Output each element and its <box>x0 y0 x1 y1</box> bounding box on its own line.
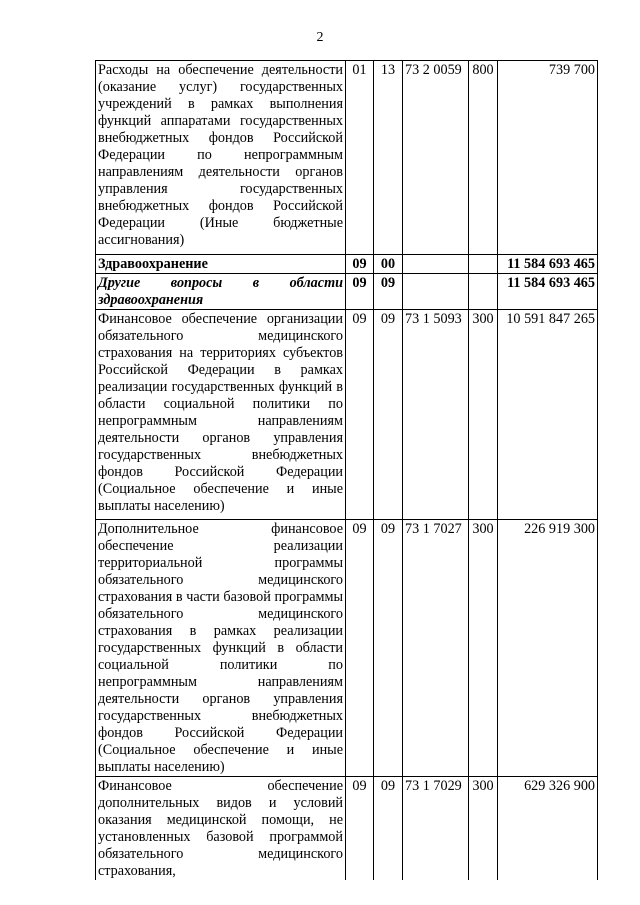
page-number: 2 <box>316 30 324 45</box>
table-row <box>96 310 598 520</box>
table-row <box>96 274 598 310</box>
expense-name: Дополнительное финансовое обеспечение реализации территориальной программы обязательного медицинского страхования в части базовой программы обязательного медицинского страхования в рамках реализации государственных функций в области социальной политики по непрограммным направлениям деятельности органов управления государственных внебюджетных фондов Российской Федерации (Социальное обеспечение и иные выплаты населению) <box>96 520 346 777</box>
target-article-code: 73 1 7027 <box>403 520 469 777</box>
section-code: 09 <box>346 255 374 274</box>
section-code: 01 <box>346 61 374 255</box>
expense-type-code <box>469 255 498 274</box>
expense-name: Другие вопросы в области здравоохранения <box>96 274 346 310</box>
target-article-code: 73 1 5093 <box>403 310 469 520</box>
expense-type-code: 300 <box>469 310 498 520</box>
expense-type-code: 300 <box>469 777 498 881</box>
target-article-code: 73 1 7029 <box>403 777 469 881</box>
table-row <box>96 255 598 274</box>
target-article-code <box>403 274 469 310</box>
expense-type-code <box>469 274 498 310</box>
expense-type-code: 800 <box>469 61 498 255</box>
subsection-code: 00 <box>374 255 403 274</box>
amount: 739 700 <box>498 61 598 255</box>
subsection-code: 09 <box>374 777 403 881</box>
budget-table <box>95 60 598 880</box>
expense-name: Здравоохранение <box>96 255 346 274</box>
amount: 11 584 693 465 <box>498 255 598 274</box>
section-code: 09 <box>346 520 374 777</box>
amount: 226 919 300 <box>498 520 598 777</box>
expense-name: Финансовое обеспечение дополнительных видов и условий оказания медицинской помощи, не установленных базовой программой обязательного медицинского страхования, <box>96 777 346 881</box>
subsection-code: 09 <box>374 274 403 310</box>
subsection-code: 09 <box>374 310 403 520</box>
section-code: 09 <box>346 310 374 520</box>
amount: 11 584 693 465 <box>498 274 598 310</box>
expense-name: Финансовое обеспечение организации обязательного медицинского страхования на территориях субъектов Российской Федерации в рамках реализации государственных функций в области социальной политики по непрограммным направлениям деятельности органов управления государственных внебюджетных фондов Российской Федерации (Социальное обеспечение и иные выплаты населению) <box>96 310 346 520</box>
table-row <box>96 61 598 255</box>
table-row <box>96 777 598 881</box>
table-row <box>96 520 598 777</box>
section-code: 09 <box>346 274 374 310</box>
section-code: 09 <box>346 777 374 881</box>
target-article-code <box>403 255 469 274</box>
subsection-code: 13 <box>374 61 403 255</box>
target-article-code: 73 2 0059 <box>403 61 469 255</box>
expense-type-code: 300 <box>469 520 498 777</box>
amount: 10 591 847 265 <box>498 310 598 520</box>
subsection-code: 09 <box>374 520 403 777</box>
amount: 629 326 900 <box>498 777 598 881</box>
expense-name: Расходы на обеспечение деятельности (оказание услуг) государственных учреждений в рамках выполнения функций аппаратами государственных внебюджетных фондов Российской Федерации по непрограммным направлениям деятельности органов управления государственных внебюджетных фондов Российской Федерации (Иные бюджетные ассигнования) <box>96 61 346 255</box>
